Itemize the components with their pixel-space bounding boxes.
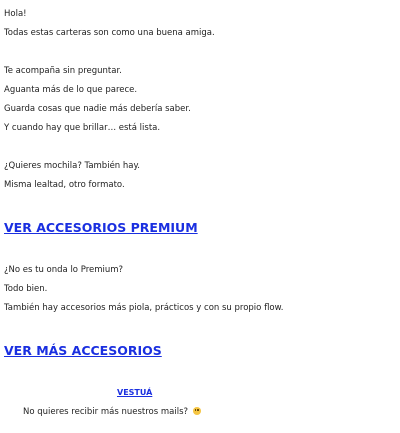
body-line: Misma lealtad, otro formato. xyxy=(4,180,125,190)
body-line: También hay accesorios más piola, prácticos y con su propio flow. xyxy=(4,303,284,313)
body-line: ¿Quieres mochila? También hay. xyxy=(4,161,140,171)
brand-link[interactable]: VESTUÁ xyxy=(117,388,153,397)
greeting-text: Hola! xyxy=(4,9,27,19)
body-line: ¿No es tu onda lo Premium? xyxy=(4,265,124,275)
body-line: Aguanta más de lo que parece. xyxy=(4,85,138,95)
body-line: Todo bien. xyxy=(4,284,48,294)
unsubscribe-link[interactable]: No quieres recibir más nuestros mails? xyxy=(23,407,189,417)
more-accessories-link[interactable]: VER MÁS ACCESORIOS xyxy=(4,343,162,358)
premium-accessories-link[interactable]: VER ACCESORIOS PREMIUM xyxy=(4,220,198,235)
worried-face-icon xyxy=(193,407,201,415)
body-line: Te acompaña sin preguntar. xyxy=(4,66,122,76)
unsubscribe-line xyxy=(23,406,201,418)
intro-text: Todas estas carteras son como una buena amiga. xyxy=(4,28,215,38)
body-line: Guarda cosas que nadie más debería saber. xyxy=(4,104,191,114)
body-line: Y cuando hay que brillar… está lista. xyxy=(4,123,161,133)
